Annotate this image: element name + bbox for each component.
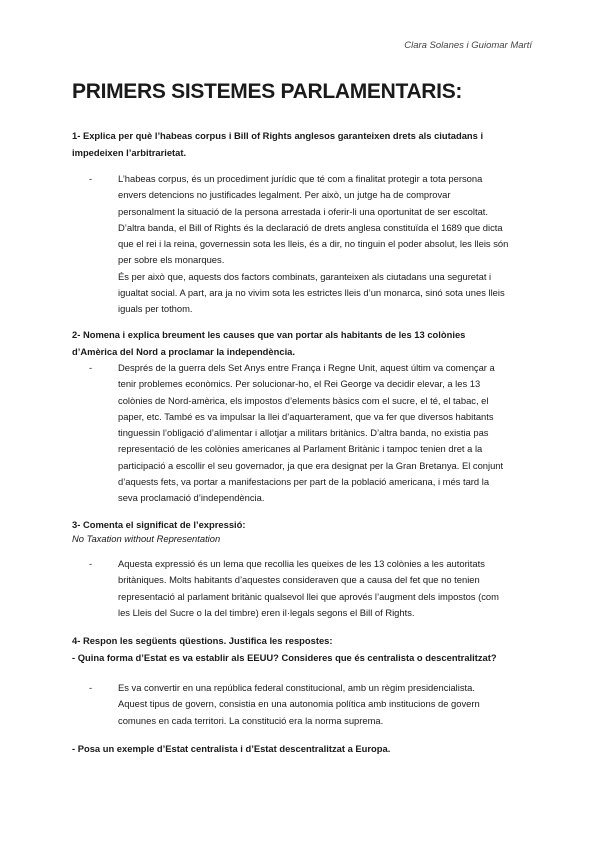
answer-3-line: Aquesta expressió és un lema que recollia les queixes de les 13 colònies a les autoritats (118, 558, 485, 569)
answer-1-line: L’habeas corpus, és un procediment jurídic que té com a finalitat protegir a tota persona (118, 173, 483, 184)
bullet-dash: - (89, 682, 93, 693)
expression-subtitle: No Taxation without Representation (72, 533, 221, 544)
question-4-final (72, 740, 534, 757)
answer-1-line: igualtat social. A part, ara ja no vivim sota les estrictes lleis d’un monarca, sinó sota unes lleis (118, 287, 505, 299)
answer-2-line: d’aquests fets, va portar a manifestacions per part de la població americana, i més tard la (118, 476, 490, 488)
bullet-dash: - (89, 558, 93, 569)
question-3 (72, 516, 534, 533)
answer-1 (72, 171, 534, 318)
answer-2-line: representació de les colònies americanes al Parlament Britànic i tampoc tenien dret a la (118, 443, 483, 455)
answer-4 (72, 680, 534, 729)
question-1-line: impedeixen l’arbitrarietat. (72, 147, 187, 158)
question-2 (72, 326, 534, 360)
answer-1-line: personalment la situació de la persona arrestada i oferir-li una oportunitat de ser escoltat. (118, 205, 488, 217)
answer-2-line: tenir problemes econòmics. Per solucionar-ho, el Rei George va decidir elevar, a les 13 (118, 378, 481, 390)
answer-1-line: que el rei i la reina, governessin sota les lleis, és a dir, no tinguin el poder absolut, les lleis són (118, 238, 509, 250)
page-title: PRIMERS SISTEMES PARLAMENTARIS: (72, 80, 463, 103)
answer-4-line: Aquest tipus de govern, consistia en una autonomia política amb institucions de govern (118, 698, 480, 710)
answer-2 (72, 360, 534, 507)
answer-1-line: D’altra banda, el Bill of Rights és la declaració de drets anglesa constituïda el 1689 que dicta (118, 221, 503, 233)
answer-1-line: És per això que, aquests dos factors combinats, garanteixen als ciutadans una seguretat i (118, 270, 492, 282)
question-4-line: - Quina forma d’Estat es va establir als EEUU? Consideres que és centralista o descentralitzat? (72, 652, 497, 663)
author-header: Clara Solanes i Guiomar Martí (404, 40, 532, 51)
answer-2-line: participació a escollir el seu governador, ja que era designat per la Gran Bretanya. El conjunt (118, 459, 504, 471)
answer-3-line: britàniques. Molts habitants d’aquestes consideraven que a causa del fet que no tenien (118, 574, 480, 586)
question-4 (72, 632, 534, 666)
question-1-line: 1- Explica per què l’habeas corpus i Bill of Rights anglesos garanteixen drets als ciutadans i (72, 130, 484, 141)
answer-1-line: envers detencions no justificades legalment. Per això, un jutge ha de comprovar (118, 189, 451, 201)
answer-2-line: tinguessin l’obligació d’alimentar i allotjar a militars britànics. D’altra banda, no existia pas (118, 427, 489, 439)
answer-4-line: comunes en cada territori. La constitució era la norma suprema. (118, 714, 384, 726)
answer-2-line: seva proclamació d’independència. (118, 492, 265, 504)
question-1 (72, 127, 534, 161)
question-2-line: d’Amèrica del Nord a proclamar la independència. (72, 346, 295, 357)
answer-3 (72, 556, 534, 621)
question-2-line: 2- Nomena i explica breument les causes que van portar als habitants de les 13 colònies (72, 329, 466, 340)
question-4-line: 4- Respon les següents qüestions. Justifica les respostes: (72, 635, 333, 646)
answer-2-line: paper, etc. També es va impulsar la llei d’aquarterament, que va fer que diversos habitants (118, 410, 494, 422)
answer-3-line: les Lleis del Sucre o la del timbre) eren il·legals segons el Bill of Rights. (118, 606, 415, 618)
answer-2-line: Després de la guerra dels Set Anys entre França i Regne Unit, aquest últim va començar a (118, 362, 495, 373)
bullet-dash: - (89, 362, 93, 373)
answer-1-line: iguals per tothom. (118, 303, 193, 315)
answer-1-line: per sobre els monarques. (118, 254, 225, 266)
question-3-line: 3- Comenta el significat de l’expressió: (72, 519, 246, 530)
answer-4-line: Es va convertir en una república federal constitucional, amb un règim presidencialista. (118, 682, 475, 693)
answer-3-line: representació al parlament britànic qualsevol llei que aprovés l’augment dels impostos (com (118, 590, 499, 602)
question-4-final-line: - Posa un exemple d’Estat centralista i d’Estat descentralitzat a Europa. (72, 743, 391, 754)
bullet-dash: - (89, 173, 93, 184)
answer-2-line: colònies de Nord-amèrica, els impostos d’elements bàsics com el sucre, el té, el tabac, el (118, 394, 489, 406)
